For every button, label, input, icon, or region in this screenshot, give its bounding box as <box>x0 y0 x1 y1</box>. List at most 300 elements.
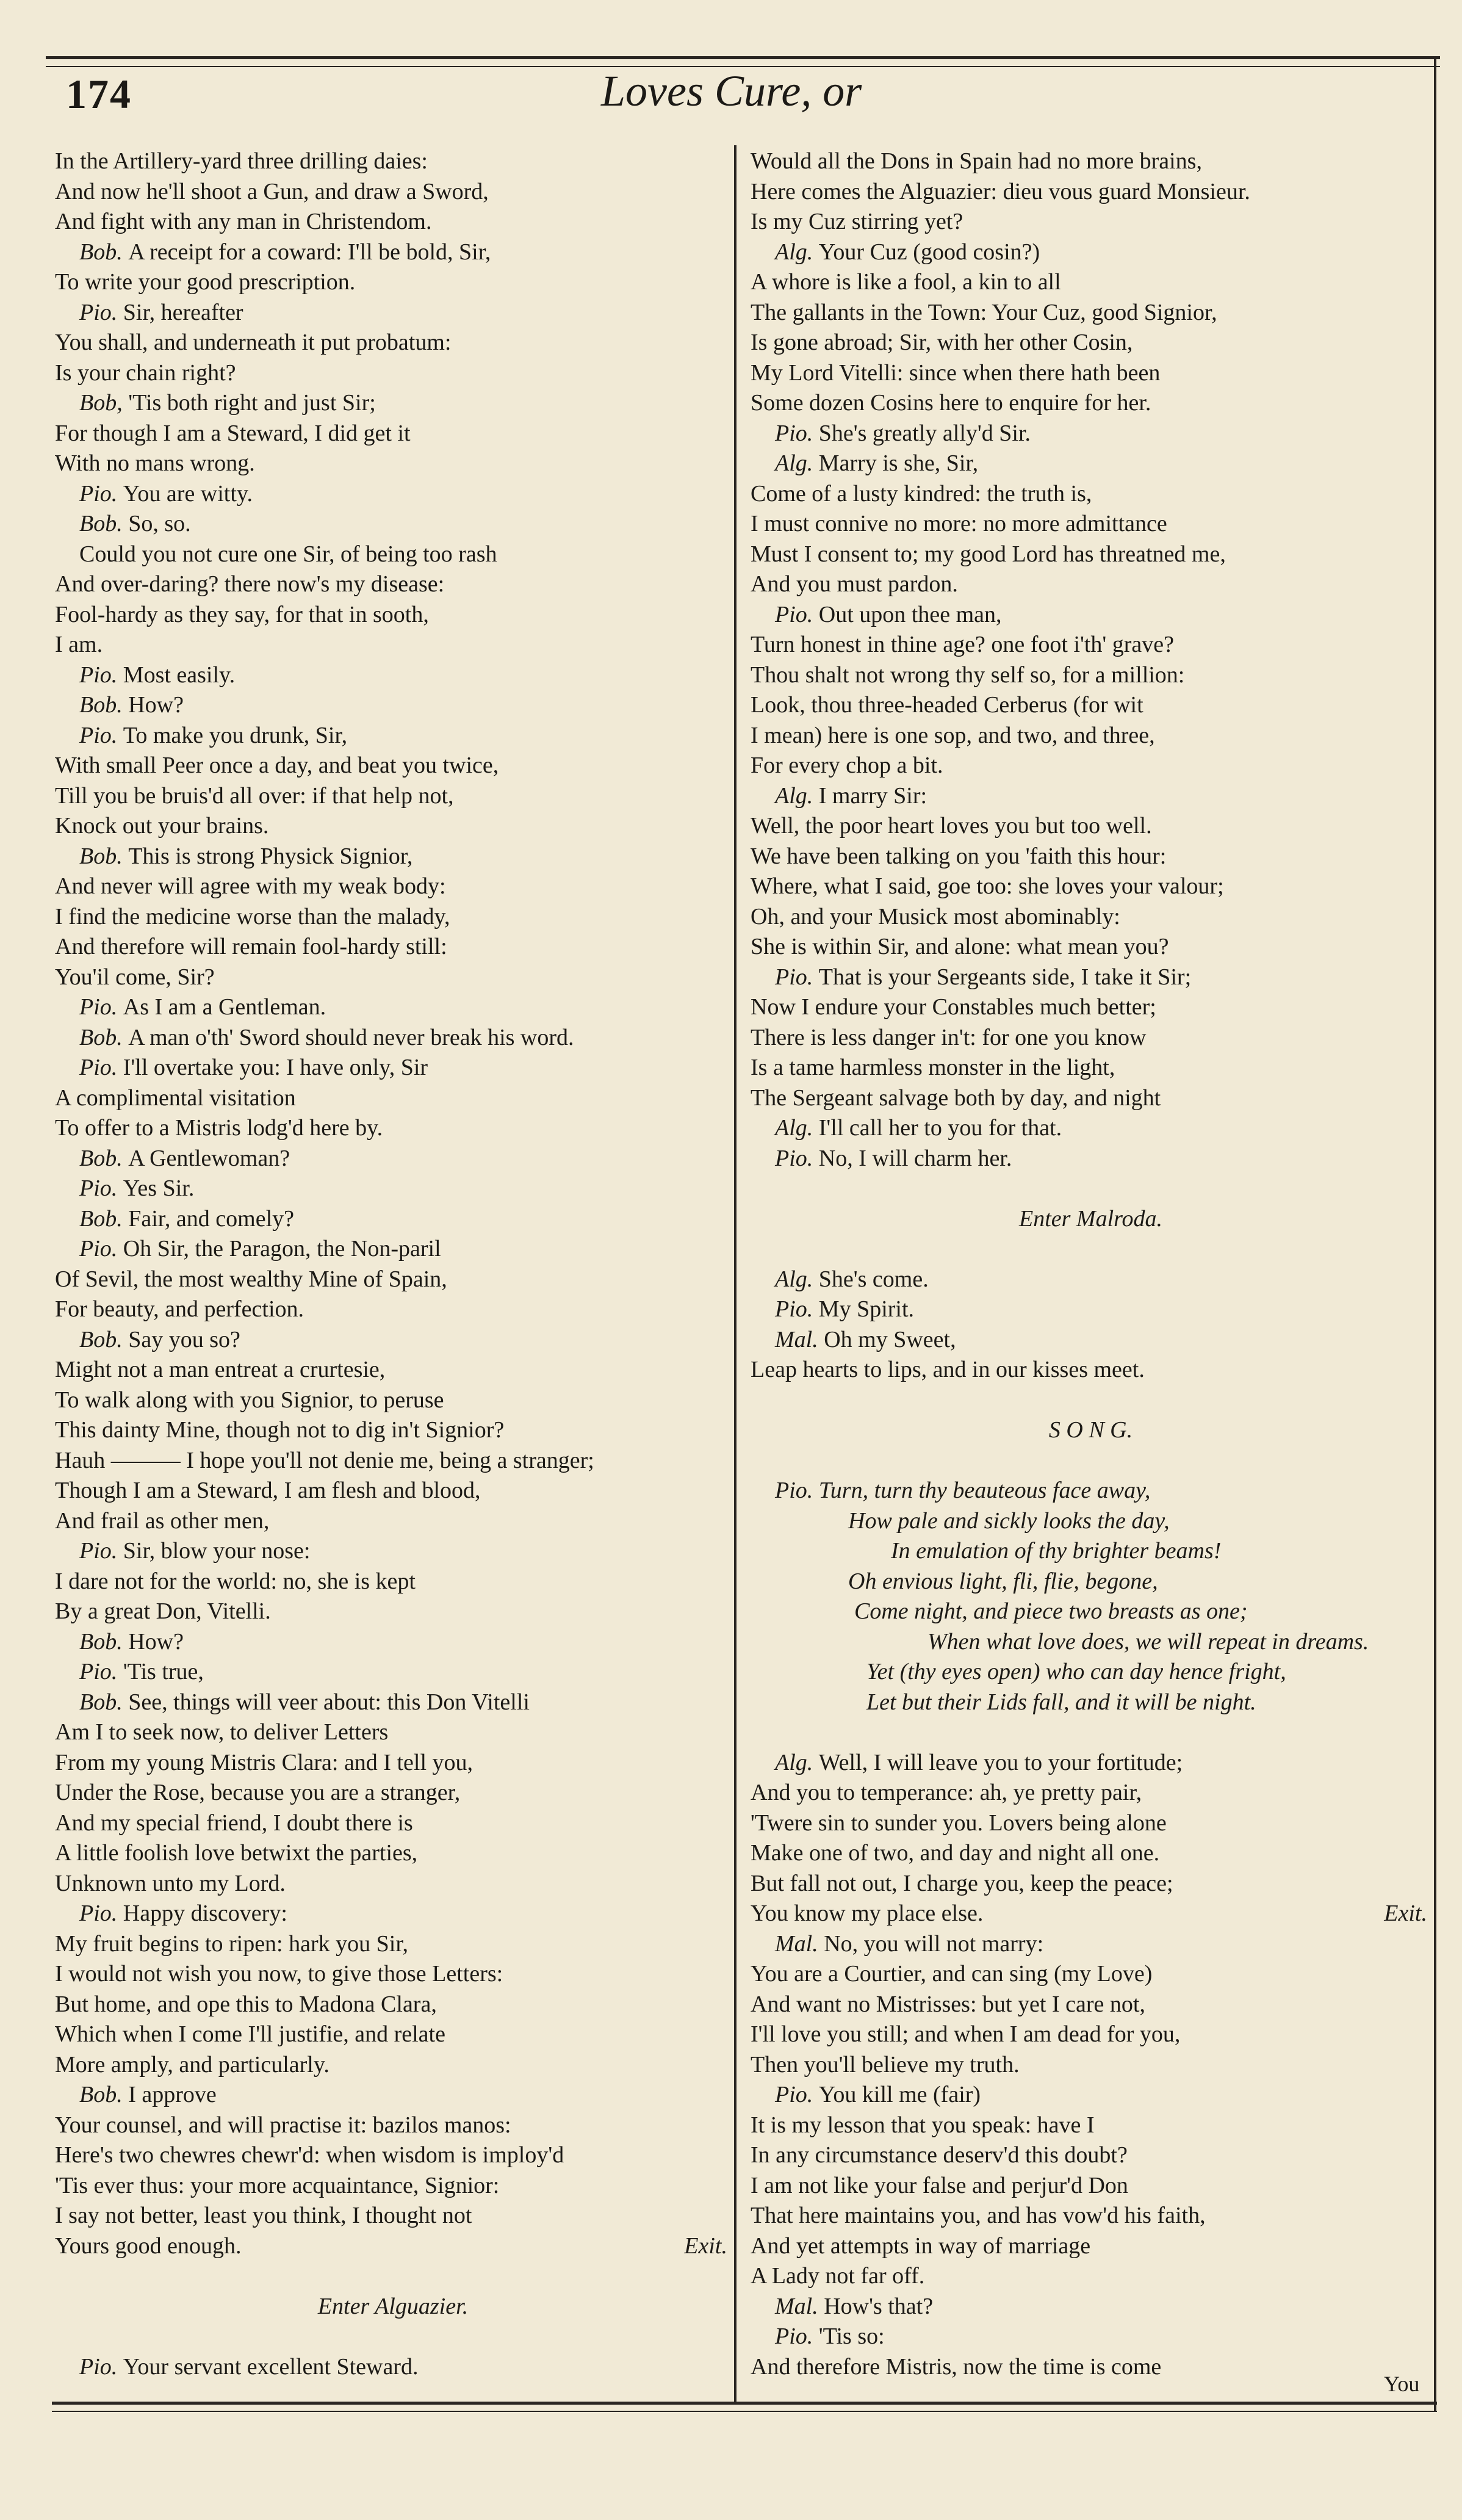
line-text: Let but their Lids fall, and it will be night. <box>866 1689 1256 1715</box>
line-text: Now I endure your Constables much better; <box>751 994 1156 1020</box>
text-line <box>55 1476 731 1506</box>
text-line <box>751 2201 1431 2231</box>
line-text: Come night, and piece two breasts as one; <box>854 1598 1248 1624</box>
text-line <box>55 1385 731 1416</box>
line-text: The gallants in the Town: Your Cuz, good Signior, <box>751 299 1217 325</box>
line-text: Sir, hereafter <box>123 299 243 325</box>
text-line <box>751 992 1431 1023</box>
speaker-name: Pio. <box>775 964 819 990</box>
text-line <box>751 237 1431 268</box>
line-text: Here's two chewres chewr'd: when wisdom is imploy'd <box>55 2142 564 2168</box>
line-text: This dainty Mine, though not to dig in't Signior? <box>55 1417 505 1443</box>
text-line <box>55 660 731 691</box>
text-line <box>751 569 1431 600</box>
line-text: I'll call her to you for that. <box>818 1115 1062 1141</box>
text-line <box>55 298 731 328</box>
text-line <box>55 1446 731 1476</box>
text-line <box>751 2231 1431 2262</box>
line-text: How? <box>128 692 184 718</box>
line-text: Leap hearts to lips, and in our kisses meet. <box>751 1357 1145 1382</box>
line-text: For though I am a Steward, I did get it <box>55 420 411 446</box>
line-text: A man o'th' Sword should never break his word. <box>128 1024 574 1050</box>
text-line <box>751 1838 1431 1869</box>
text-line <box>751 811 1431 842</box>
text-line <box>751 388 1431 419</box>
text-line <box>751 902 1431 933</box>
line-text: For beauty, and perfection. <box>55 1296 304 1322</box>
line-text: Most easily. <box>123 662 236 688</box>
speaker-name: Alg. <box>775 1749 819 1775</box>
text-line <box>55 630 731 660</box>
line-text: Of Sevil, the most wealthy Mine of Spain, <box>55 1266 447 1292</box>
text-line <box>751 1990 1431 2020</box>
text-line <box>55 1023 731 1053</box>
line-text: Fair, and comely? <box>128 1205 294 1232</box>
text-line <box>55 962 731 993</box>
speaker-name: Bob. <box>79 1024 129 1050</box>
speaker-name: Pio. <box>79 1659 123 1684</box>
text-line <box>55 1204 731 1235</box>
text-line <box>751 1597 1431 1627</box>
text-line <box>55 237 731 268</box>
text-line <box>751 509 1431 540</box>
line-text: I find the medicine worse than the malady, <box>55 903 450 930</box>
text-line <box>751 962 1431 993</box>
line-text: Must I consent to; my good Lord has threatned me, <box>751 541 1226 567</box>
speaker-name: Pio. <box>79 722 123 748</box>
text-line <box>55 751 731 781</box>
text-line <box>751 1144 1431 1174</box>
text-line <box>751 2322 1431 2352</box>
text-line <box>55 811 731 842</box>
line-text: To offer to a Mistris lodg'd here by. <box>55 1115 383 1141</box>
line-text: Well, I will leave you to your fortitude; <box>818 1749 1183 1775</box>
line-text: I approve <box>128 2082 217 2107</box>
line-text: Knock out your brains. <box>55 813 269 839</box>
speaker-name: Bob. <box>79 1628 129 1655</box>
bottom-rule-thin <box>52 2411 1437 2412</box>
line-text: You are witty. <box>123 480 253 507</box>
line-text: And therefore Mistris, now the time is come <box>751 2353 1162 2380</box>
line-text: With small Peer once a day, and beat you twice, <box>55 753 499 778</box>
line-text: Sir, blow your nose: <box>123 1538 311 1564</box>
speaker-name: Bob. <box>79 511 129 536</box>
text-line <box>55 1567 731 1597</box>
line-text: And never will agree with my weak body: <box>55 873 446 899</box>
speaker-name: Bob. <box>79 1326 129 1352</box>
text-line <box>55 509 731 540</box>
line-text: Thou shalt not wrong thy self so, for a million: <box>751 662 1185 688</box>
text-line <box>55 1536 731 1567</box>
text-line <box>55 2201 731 2231</box>
text-line <box>751 1567 1431 1597</box>
line-text: Hauh ——— I hope you'll not denie me, being a stranger; <box>55 1447 594 1473</box>
text-line <box>55 1053 731 1083</box>
line-text: 'Tis ever thus: your more acquaintance, Signior: <box>55 2172 500 2198</box>
line-text: Yours good enough. <box>55 2233 242 2259</box>
line-text: My Lord Vitelli: since when there hath been <box>751 359 1161 386</box>
text-line <box>751 2050 1431 2081</box>
line-text: From my young Mistris Clara: and I tell you, <box>55 1749 474 1775</box>
line-text: Look, thou three-headed Cerberus (for wit <box>751 692 1143 718</box>
stage-direction-exit: Exit. <box>684 2233 727 2259</box>
text-line <box>55 2322 731 2352</box>
text-line <box>751 1627 1431 1658</box>
line-text: When what love does, we will repeat in dreams. <box>927 1628 1369 1655</box>
text-line <box>55 2231 731 2262</box>
text-line <box>55 1959 731 1990</box>
text-line <box>751 842 1431 872</box>
line-text: A little foolish love betwixt the parties, <box>55 1840 418 1866</box>
line-text: No, I will charm her. <box>818 1145 1012 1171</box>
text-line <box>751 1234 1431 1265</box>
line-text: Pio. Turn, turn thy beauteous face away, <box>775 1478 1151 1503</box>
line-text: How's that? <box>824 2293 934 2319</box>
text-line <box>751 2171 1431 2201</box>
line-text: You know my place else. <box>751 1901 984 1926</box>
line-text: Till you be bruis'd all over: if that help not, <box>55 782 454 809</box>
text-line <box>55 1355 731 1385</box>
text-line <box>751 1688 1431 1718</box>
text-line <box>55 1506 731 1537</box>
text-line <box>751 630 1431 660</box>
text-line <box>751 1536 1431 1567</box>
text-line <box>751 1023 1431 1053</box>
speaker-name: Bob. <box>79 1145 129 1171</box>
line-text: Yet (thy eyes open) who can day hence fright, <box>866 1659 1286 1684</box>
line-text: I say not better, least you think, I thought not <box>55 2203 472 2228</box>
line-text: Say you so? <box>128 1326 240 1352</box>
text-line <box>55 388 731 419</box>
text-line <box>55 1144 731 1174</box>
line-text: Oh my Sweet, <box>824 1326 956 1352</box>
speaker-name: Pio. <box>775 1296 819 1322</box>
speaker-name: Pio. <box>79 299 123 325</box>
line-text: Oh envious light, fli, flie, begone, <box>848 1568 1158 1594</box>
line-text: Is my Cuz stirring yet? <box>751 209 963 234</box>
line-text: Happy discovery: <box>123 1901 287 1926</box>
text-line <box>751 1113 1431 1144</box>
text-line <box>55 2171 731 2201</box>
catchword: You <box>1384 2372 1420 2396</box>
line-text: 'Twere sin to sunder you. Lovers being alone <box>751 1810 1167 1836</box>
line-text: Some dozen Cosins here to enquire for her. <box>751 390 1151 416</box>
text-line <box>751 146 1431 177</box>
text-line <box>751 2352 1431 2383</box>
text-line <box>751 690 1431 721</box>
line-text: A whore is like a fool, a kin to all <box>751 269 1061 295</box>
line-text: You'il come, Sir? <box>55 964 215 990</box>
line-text: Which when I come I'll justifie, and relate <box>55 2021 445 2047</box>
line-text: Oh, and your Musick most abominably: <box>751 903 1120 930</box>
speaker-name: Pio. <box>775 2323 819 2349</box>
text-line <box>55 690 731 721</box>
line-text: You kill me (fair) <box>818 2082 981 2107</box>
line-text: I mean) here is one sop, and two, and three, <box>751 722 1155 748</box>
line-text: She is within Sir, and alone: what mean you? <box>751 934 1169 959</box>
text-line <box>55 1929 731 1960</box>
text-line <box>751 1204 1431 1235</box>
speaker-name: Pio. <box>79 1901 123 1926</box>
line-text: Unknown unto my Lord. <box>55 1870 286 1896</box>
text-line <box>751 600 1431 630</box>
line-text: I am. <box>55 632 103 657</box>
speaker-name: Pio. <box>79 662 123 688</box>
line-text: In any circumstance deserv'd this doubt? <box>751 2142 1128 2168</box>
text-line <box>751 1325 1431 1356</box>
text-line <box>55 1688 731 1718</box>
line-text: And you to temperance: ah, ye pretty pair, <box>751 1780 1142 1805</box>
speaker-name: Alg. <box>775 1115 819 1141</box>
speaker-name: Alg. <box>775 782 819 809</box>
line-text: Your counsel, and will practise it: bazilos manos: <box>55 2112 511 2138</box>
line-text: A receipt for a coward: I'll be bold, Sir, <box>128 239 491 265</box>
line-text: You are a Courtier, and can sing (my Love) <box>751 1961 1153 1987</box>
line-text: And over-daring? there now's my disease: <box>55 571 445 597</box>
text-line <box>55 540 731 570</box>
line-text: More amply, and particularly. <box>55 2051 329 2078</box>
text-line <box>751 1899 1431 1929</box>
line-text: She's come. <box>818 1266 929 1292</box>
speaker-name: Mal. <box>775 1326 824 1352</box>
text-line <box>751 2261 1431 2292</box>
line-text: Under the Rose, because you are a stranger, <box>55 1780 461 1805</box>
line-text: And you must pardon. <box>751 571 958 597</box>
text-line <box>751 721 1431 751</box>
text-line <box>751 932 1431 962</box>
line-text: The Sergeant salvage both by day, and night <box>751 1085 1161 1111</box>
text-line <box>751 1869 1431 1899</box>
line-text: Where, what I said, goe too: she loves your valour; <box>751 873 1224 899</box>
text-line <box>55 328 731 358</box>
text-line <box>751 1446 1431 1476</box>
text-line <box>55 1899 731 1929</box>
text-line <box>751 1808 1431 1839</box>
line-text: And want no Mistrisses: but yet I care not, <box>751 1991 1145 2017</box>
speaker-name: Bob. <box>79 692 129 718</box>
line-text: To write your good prescription. <box>55 269 356 295</box>
text-line <box>751 2140 1431 2171</box>
line-text: I would not wish you now, to give those Letters: <box>55 1961 503 1987</box>
text-line <box>55 449 731 479</box>
line-text: No, you will not marry: <box>824 1930 1044 1957</box>
text-line <box>55 207 731 237</box>
text-line <box>751 2080 1431 2110</box>
text-line <box>751 1355 1431 1385</box>
line-text: I marry Sir: <box>818 782 927 809</box>
speaker-name: Pio. <box>79 1538 123 1564</box>
line-text: I dare not for the world: no, she is kept <box>55 1568 416 1594</box>
line-text: And my special friend, I doubt there is <box>55 1810 413 1836</box>
line-text: With no mans wrong. <box>55 450 255 476</box>
speaker-name: Mal. <box>775 1930 824 1957</box>
line-text: My fruit begins to ripen: hark you Sir, <box>55 1930 408 1957</box>
text-line <box>55 177 731 208</box>
text-line <box>55 721 731 751</box>
speaker-name: Pio. <box>775 2082 819 2107</box>
text-line <box>751 298 1431 328</box>
line-text: How pale and sickly looks the day, <box>848 1507 1170 1534</box>
line-text: Enter Alguazier. <box>317 2293 469 2319</box>
text-line <box>751 1657 1431 1688</box>
line-text: Here comes the Alguazier: dieu vous guard Monsieur. <box>751 178 1250 204</box>
text-line <box>55 419 731 449</box>
speaker-name: Alg. <box>775 1266 819 1292</box>
line-text: This is strong Physick Signior, <box>128 843 413 869</box>
text-line <box>55 1808 731 1839</box>
text-line <box>55 1990 731 2020</box>
speaker-name: Bob. <box>79 1689 129 1715</box>
text-line <box>55 2292 731 2322</box>
top-rule <box>46 56 1440 59</box>
text-line <box>751 2110 1431 2141</box>
line-text: A complimental visitation <box>55 1085 296 1111</box>
line-text: But fall not out, I charge you, keep the peace; <box>751 1870 1173 1896</box>
text-line <box>55 781 731 812</box>
text-line <box>751 1053 1431 1083</box>
speaker-name: Bob. <box>79 1205 129 1232</box>
text-line <box>55 1325 731 1356</box>
text-line <box>55 1083 731 1114</box>
line-text: I must connive no more: no more admittance <box>751 511 1167 536</box>
speaker-name: Pio. <box>79 1055 123 1080</box>
line-text: But home, and ope this to Madona Clara, <box>55 1991 437 2017</box>
text-line <box>55 2352 731 2383</box>
text-line <box>55 2020 731 2050</box>
line-text: Is a tame harmless monster in the light, <box>751 1055 1115 1080</box>
text-line <box>751 1385 1431 1416</box>
line-text: I'll love you still; and when I am dead for you, <box>751 2021 1181 2047</box>
text-line <box>55 2080 731 2110</box>
line-text: As I am a Gentleman. <box>123 994 326 1020</box>
line-text: Make one of two, and day and night all one. <box>751 1840 1160 1866</box>
text-line <box>55 1265 731 1295</box>
line-text: 'Tis so: <box>818 2323 885 2349</box>
line-text: So, so. <box>128 511 191 536</box>
line-text: 'Tis true, <box>123 1659 204 1684</box>
line-text: How? <box>128 1628 184 1655</box>
text-line <box>55 1234 731 1265</box>
stage-direction-exit: Exit. <box>1384 1901 1427 1926</box>
line-text: Am I to seek now, to deliver Letters <box>55 1719 389 1745</box>
speaker-name: Alg. <box>775 239 819 265</box>
text-line <box>751 1174 1431 1204</box>
text-line <box>55 842 731 872</box>
line-text: Yes Sir. <box>123 1175 195 1201</box>
text-line <box>751 1083 1431 1114</box>
text-line <box>751 358 1431 389</box>
line-text: 'Tis both right and just Sir; <box>128 390 376 416</box>
text-line <box>55 1838 731 1869</box>
line-text: Your servant excellent Steward. <box>123 2353 419 2380</box>
line-text: Marry is she, Sir, <box>818 450 979 476</box>
text-line <box>55 1415 731 1446</box>
line-text: Oh Sir, the Paragon, the Non-paril <box>123 1236 441 1262</box>
page-number: 174 <box>66 71 132 117</box>
line-text: She's greatly ally'd Sir. <box>818 420 1031 446</box>
text-line <box>55 1627 731 1658</box>
line-text: It is my lesson that you speak: have I <box>751 2112 1095 2138</box>
text-line <box>55 146 731 177</box>
line-text: Would all the Dons in Spain had no more brains, <box>751 148 1202 174</box>
text-line <box>55 872 731 902</box>
line-text: And fight with any man in Christendom. <box>55 209 432 234</box>
line-text: That here maintains you, and has vow'd his faith, <box>751 2203 1206 2228</box>
left-column <box>55 146 731 2382</box>
text-line <box>55 1778 731 1808</box>
line-text: Turn honest in thine age? one foot i'th' grave? <box>751 632 1175 657</box>
text-line <box>751 267 1431 298</box>
text-line <box>55 1294 731 1325</box>
speaker-name: Pio. <box>79 1236 123 1262</box>
speaker-name: Pio. <box>775 601 819 627</box>
line-text: Is gone abroad; Sir, with her other Cosin, <box>751 330 1133 355</box>
line-text: And therefore will remain fool-hardy still: <box>55 934 447 959</box>
speaker-name: Pio. <box>775 1145 819 1171</box>
text-line <box>751 1415 1431 1446</box>
text-line <box>751 1294 1431 1325</box>
line-text: Enter Malroda. <box>1018 1205 1162 1232</box>
line-text: A Lady not far off. <box>751 2263 925 2289</box>
text-line <box>751 419 1431 449</box>
line-text: Then you'll believe my truth. <box>751 2051 1020 2078</box>
speaker-name: Bob, <box>79 390 129 416</box>
speaker-name: Bob. <box>79 2082 129 2107</box>
text-line <box>55 267 731 298</box>
line-text: I am not like your false and perjur'd Don <box>751 2172 1128 2198</box>
text-line <box>751 2020 1431 2050</box>
line-text: You shall, and underneath it put probatum: <box>55 330 452 355</box>
line-text: Out upon thee man, <box>818 601 1002 627</box>
text-line <box>55 600 731 630</box>
text-line <box>751 660 1431 691</box>
text-line <box>751 2292 1431 2322</box>
line-text: That is your Sergeants side, I take it Sir; <box>818 964 1192 990</box>
line-text: I'll overtake you: I have only, Sir <box>123 1055 428 1080</box>
line-text: In emulation of thy brighter beams! <box>891 1538 1222 1564</box>
line-text: My Spirit. <box>818 1296 915 1322</box>
text-line <box>751 781 1431 812</box>
bottom-rule <box>52 2402 1437 2405</box>
speaker-name: Pio. <box>79 2353 123 2380</box>
line-text: See, things will veer about: this Don Vitelli <box>128 1689 530 1715</box>
speaker-name: Pio. <box>79 994 123 1020</box>
text-line <box>55 2261 731 2292</box>
text-line <box>55 902 731 933</box>
text-line <box>55 1717 731 1748</box>
line-text: Might not a man entreat a crurtesie, <box>55 1357 386 1382</box>
speaker-name: Alg. <box>775 450 819 476</box>
column-divider <box>734 145 736 2403</box>
line-text: Well, the poor heart loves you but too well. <box>751 813 1152 839</box>
line-text: Is your chain right? <box>55 359 236 386</box>
line-text: Fool-hardy as they say, for that in sooth, <box>55 601 429 627</box>
line-text: And yet attempts in way of marriage <box>751 2233 1091 2259</box>
text-line <box>55 2110 731 2141</box>
right-border-rule <box>1434 56 1436 2412</box>
text-line <box>751 872 1431 902</box>
speaker-name: Mal. <box>775 2293 824 2319</box>
text-line <box>55 932 731 962</box>
line-text: Your Cuz (good cosin?) <box>818 239 1040 265</box>
speaker-name: Pio. <box>775 420 819 446</box>
line-text: We have been talking on you 'faith this hour: <box>751 843 1167 869</box>
line-text: A Gentlewoman? <box>128 1145 290 1171</box>
text-line <box>55 1174 731 1204</box>
line-text: And now he'll shoot a Gun, and draw a Sword, <box>55 178 489 204</box>
text-line <box>751 207 1431 237</box>
text-line <box>751 449 1431 479</box>
